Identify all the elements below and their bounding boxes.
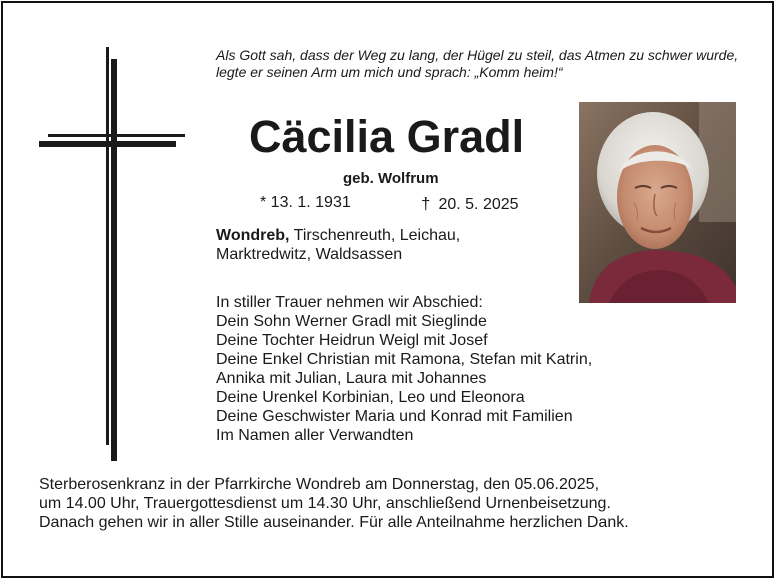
footer-line: Sterberosenkranz in der Pfarrkirche Wondreb am Donnerstag, den 05.06.2025,: [39, 476, 600, 493]
mourners-line: Deine Enkel Christian mit Ramona, Stefan mit Katrin,: [216, 351, 593, 368]
footer-text: [39, 475, 759, 532]
portrait-photo: [579, 102, 736, 303]
cross-horizontal-thin: [48, 134, 185, 137]
places: [216, 226, 546, 264]
mourners-line: Annika mit Julian, Laura mit Johannes: [216, 370, 487, 387]
mourners-line: In stiller Trauer nehmen wir Abschied:: [216, 294, 483, 311]
deceased-name: Cäcilia Gradl: [249, 111, 525, 162]
mourners-line: Deine Urenkel Korbinian, Leo und Eleonora: [216, 389, 525, 406]
quote-text: Als Gott sah, dass der Weg zu lang, der Hügel zu steil, das Atmen zu schwer wurde, legte er seinen Arm um mich und sprach: „Komm heim!“: [216, 47, 739, 80]
places-rest: Tirschenreuth, Leichau, Marktredwitz, Waldsassen: [216, 227, 461, 263]
mourners-list: [216, 293, 736, 445]
mourners-line: Deine Geschwister Maria und Konrad mit Familien: [216, 408, 573, 425]
death-date-line: [421, 194, 519, 214]
dagger-icon: †: [421, 194, 431, 213]
mourners-line: Dein Sohn Werner Gradl mit Sieglinde: [216, 313, 487, 330]
cross-vertical-thick: [111, 59, 117, 461]
mourners-line: Im Namen aller Verwandten: [216, 427, 414, 444]
mourners-line: Deine Tochter Heidrun Weigl mit Josef: [216, 332, 488, 349]
footer-line: Danach gehen wir in aller Stille auseinander. Für alle Anteilnahme herzlichen Dank.: [39, 514, 629, 531]
cross-horizontal-thick: [39, 141, 176, 147]
footer-line: um 14.00 Uhr, Trauergottesdienst um 14.30 Uhr, anschließend Urnenbeisetzung.: [39, 495, 611, 512]
maiden-name: geb. Wolfrum: [343, 170, 439, 187]
cross-vertical-thin: [106, 47, 109, 445]
birth-date: * 13. 1. 1931: [260, 194, 351, 211]
death-date: 20. 5. 2025: [438, 196, 519, 213]
portrait-illustration: [579, 102, 736, 303]
obituary-card: [1, 1, 774, 578]
places-main: Wondreb,: [216, 227, 290, 244]
